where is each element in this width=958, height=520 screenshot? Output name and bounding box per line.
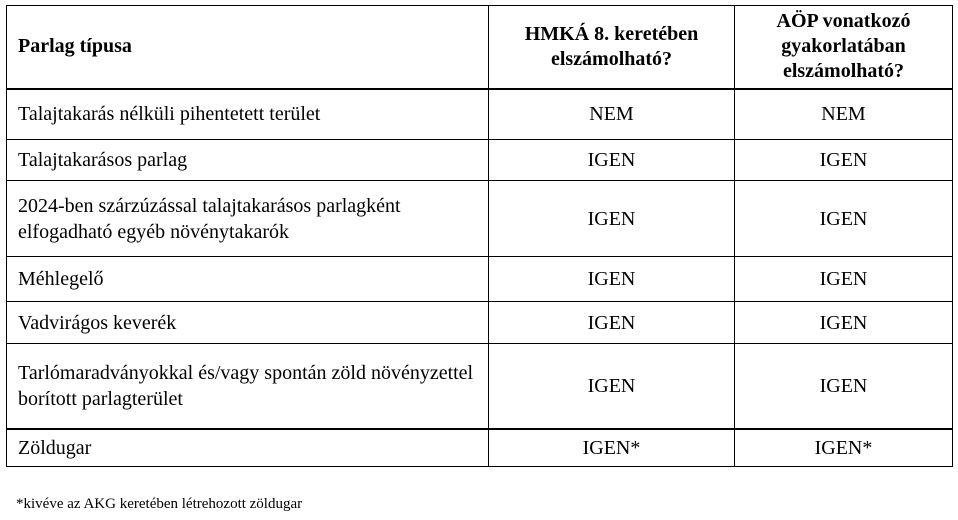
cell-aop-value: IGEN xyxy=(735,302,953,344)
cell-fallow-type: Talajtakarásos parlag xyxy=(7,140,489,181)
cell-hmka-value: IGEN xyxy=(489,344,735,429)
cell-fallow-type: Méhlegelő xyxy=(7,257,489,302)
header-aop-eligible: AÖP vonatkozó gyakorlatában elszámolható? xyxy=(735,6,953,89)
cell-aop-value: NEM xyxy=(735,89,953,140)
cell-aop-value: IGEN xyxy=(735,344,953,429)
cell-aop-value: IGEN xyxy=(735,140,953,181)
cell-fallow-type: 2024-ben szárzúzással talajtakarásos parlagként elfogadható egyéb növénytakarók xyxy=(7,181,489,257)
cell-fallow-type: Vadvirágos keverék xyxy=(7,302,489,344)
cell-fallow-type: Zöldugar xyxy=(7,429,489,467)
header-hmka-eligible: HMKÁ 8. keretében elszámolható? xyxy=(489,6,735,89)
table-row xyxy=(7,140,953,181)
table-header-row xyxy=(7,6,953,89)
cell-fallow-type: Talajtakarás nélküli pihentetett terület xyxy=(7,89,489,140)
header-fallow-type: Parlag típusa xyxy=(7,6,489,89)
cell-fallow-type: Tarlómaradványokkal és/vagy spontán zöld növényzettel borított parlagterület xyxy=(7,344,489,429)
cell-aop-value: IGEN xyxy=(735,181,953,257)
cell-hmka-value: IGEN xyxy=(489,140,735,181)
cell-aop-value: IGEN* xyxy=(735,429,953,467)
cell-hmka-value: IGEN* xyxy=(489,429,735,467)
eligibility-table xyxy=(6,5,953,467)
cell-aop-value: IGEN xyxy=(735,257,953,302)
cell-hmka-value: NEM xyxy=(489,89,735,140)
cell-hmka-value: IGEN xyxy=(489,181,735,257)
footnote: *kivéve az AKG keretében létrehozott zöldugar xyxy=(16,496,303,512)
cell-hmka-value: IGEN xyxy=(489,257,735,302)
table-row xyxy=(7,429,953,467)
table-row xyxy=(7,344,953,429)
table-row xyxy=(7,302,953,344)
table-row xyxy=(7,257,953,302)
table-row xyxy=(7,181,953,257)
table-row xyxy=(7,89,953,140)
cell-hmka-value: IGEN xyxy=(489,302,735,344)
